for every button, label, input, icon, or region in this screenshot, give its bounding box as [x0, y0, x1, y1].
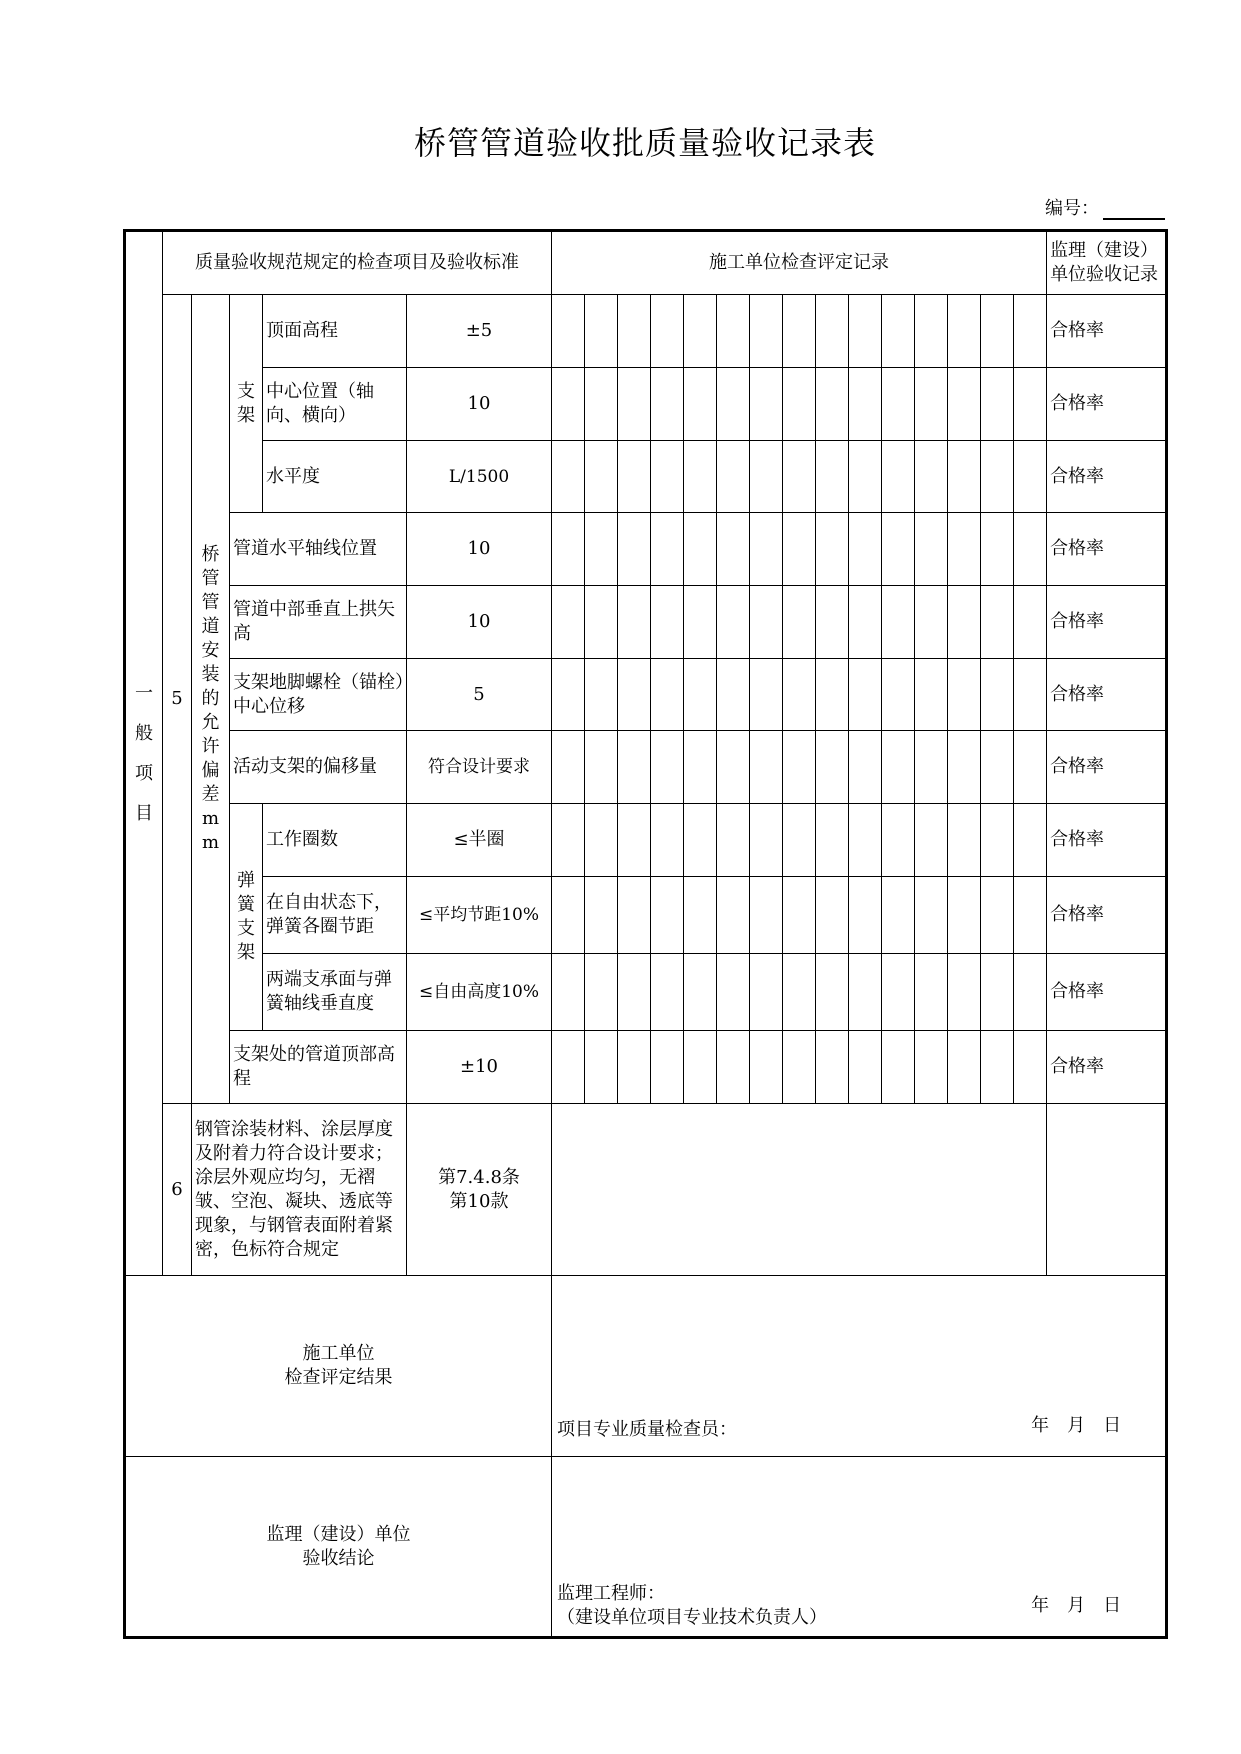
supervision-conclusion-label-line: 验收结论	[302, 1547, 375, 1569]
check-cell[interactable]	[1014, 586, 1047, 659]
check-cell[interactable]	[948, 368, 981, 441]
check-cell[interactable]	[585, 513, 618, 586]
check-cell[interactable]	[585, 804, 618, 877]
check-cell[interactable]	[948, 1031, 981, 1104]
year-label: 年	[1031, 1595, 1050, 1616]
pass-rate-cell: 合格率	[1047, 877, 1167, 954]
check-cell[interactable]	[816, 804, 849, 877]
check-item-standard: ±5	[407, 295, 552, 368]
year-label: 年	[1031, 1415, 1050, 1436]
check-cell[interactable]	[552, 441, 585, 513]
check-item-name: 工作圈数	[263, 804, 407, 877]
check-cell[interactable]	[684, 586, 717, 659]
check-cell[interactable]	[651, 659, 684, 731]
check-cell[interactable]	[585, 368, 618, 441]
check-cell[interactable]	[849, 804, 882, 877]
pass-rate-cell: 合格率	[1047, 513, 1167, 586]
check-item-name: 两端支承面与弹簧轴线垂直度	[263, 954, 407, 1031]
check-cell[interactable]	[816, 1031, 849, 1104]
construction-result-label	[125, 1276, 552, 1457]
check-cell[interactable]	[1014, 441, 1047, 513]
item6-standard-paragraph: 第10款	[449, 1190, 509, 1212]
check-cell[interactable]	[618, 295, 651, 368]
check-cell[interactable]	[750, 513, 783, 586]
category-cell	[125, 231, 163, 1276]
pass-rate-cell: 合格率	[1047, 295, 1167, 368]
spring-support-group-label: 弹簧支架	[237, 870, 255, 963]
supervision-conclusion-label-line: 监理（建设）单位	[266, 1523, 411, 1545]
check-cell[interactable]	[948, 441, 981, 513]
check-cell[interactable]	[849, 295, 882, 368]
check-cell[interactable]	[651, 441, 684, 513]
check-cell[interactable]	[1014, 295, 1047, 368]
check-cell[interactable]	[783, 731, 816, 804]
pass-rate-cell: 合格率	[1047, 659, 1167, 731]
check-cell[interactable]	[915, 804, 948, 877]
check-cell[interactable]	[750, 954, 783, 1031]
check-cell[interactable]	[915, 513, 948, 586]
check-cell[interactable]	[882, 659, 915, 731]
pass-rate-cell: 合格率	[1047, 954, 1167, 1031]
check-cell[interactable]	[816, 295, 849, 368]
check-cell[interactable]	[849, 659, 882, 731]
check-cell[interactable]	[717, 731, 750, 804]
month-label: 月	[1067, 1595, 1086, 1616]
check-cell[interactable]	[651, 731, 684, 804]
check-item-standard: 5	[407, 659, 552, 731]
check-cell[interactable]	[651, 877, 684, 954]
table-row-item6	[125, 1104, 1167, 1276]
pass-rate-cell: 合格率	[1047, 441, 1167, 513]
check-cell[interactable]	[981, 513, 1014, 586]
check-cell[interactable]	[981, 295, 1014, 368]
table-row	[125, 731, 1167, 804]
check-cell[interactable]	[750, 659, 783, 731]
supervision-conclusion-sign-area[interactable]	[552, 1457, 1167, 1638]
table-row	[125, 804, 1167, 877]
check-cell[interactable]	[1014, 513, 1047, 586]
serial-number-field[interactable]	[1103, 200, 1165, 220]
check-cell[interactable]	[585, 1031, 618, 1104]
construction-result-row	[125, 1276, 1167, 1457]
item6-description: 钢管涂装材料、涂层厚度及附着力符合设计要求；涂层外观应均匀，无褶皱、空泡、凝块、透底等现象，与钢管表面附着紧密，色标符合规定	[192, 1104, 407, 1276]
check-cell[interactable]	[849, 1031, 882, 1104]
check-cell[interactable]	[585, 731, 618, 804]
check-item-standard: ≤半圈	[407, 804, 552, 877]
check-cell[interactable]	[882, 441, 915, 513]
check-item-standard: ≤自由高度10%	[407, 954, 552, 1031]
check-cell[interactable]	[651, 513, 684, 586]
page-title: 桥管管道验收批质量验收记录表	[413, 124, 876, 162]
check-cell[interactable]	[717, 1031, 750, 1104]
check-cell[interactable]	[552, 513, 585, 586]
check-cell[interactable]	[750, 804, 783, 877]
table-row	[125, 441, 1167, 513]
check-cell[interactable]	[717, 586, 750, 659]
check-cell[interactable]	[552, 954, 585, 1031]
check-cell[interactable]	[948, 295, 981, 368]
check-cell[interactable]	[948, 586, 981, 659]
support-group	[230, 295, 263, 513]
check-cell[interactable]	[684, 731, 717, 804]
pass-rate-cell: 合格率	[1047, 1031, 1167, 1104]
check-item-standard: ≤平均节距10%	[407, 877, 552, 954]
item6-standard-clause: 第7.4.8条	[438, 1166, 520, 1188]
check-cell[interactable]	[618, 1031, 651, 1104]
check-cell[interactable]	[684, 1031, 717, 1104]
serial-label: 编号：	[1045, 198, 1099, 219]
check-item-name: 顶面高程	[263, 295, 407, 368]
table-row	[125, 295, 1167, 368]
check-cell[interactable]	[882, 804, 915, 877]
check-cell[interactable]	[849, 368, 882, 441]
check-cell[interactable]	[684, 804, 717, 877]
pass-rate-cell: 合格率	[1047, 804, 1167, 877]
check-cell[interactable]	[618, 804, 651, 877]
check-cell[interactable]	[618, 368, 651, 441]
check-cell[interactable]	[717, 954, 750, 1031]
day-label: 日	[1103, 1415, 1122, 1436]
supervision-conclusion-label	[125, 1457, 552, 1638]
check-cell[interactable]	[684, 368, 717, 441]
supervision-conclusion-row	[125, 1457, 1167, 1638]
table-row	[125, 586, 1167, 659]
item6-construction-record[interactable]	[552, 1104, 1047, 1276]
table-row	[125, 368, 1167, 441]
check-cell[interactable]	[552, 295, 585, 368]
check-cell[interactable]	[750, 368, 783, 441]
category-label: 一般项目	[135, 682, 153, 824]
month-label: 月	[1067, 1415, 1086, 1436]
check-cell[interactable]	[552, 1031, 585, 1104]
check-cell[interactable]	[849, 877, 882, 954]
table-row	[125, 659, 1167, 731]
day-label: 日	[1103, 1595, 1122, 1616]
check-cell[interactable]	[849, 954, 882, 1031]
check-cell[interactable]	[849, 513, 882, 586]
check-cell[interactable]	[684, 877, 717, 954]
serial-number	[1045, 194, 1165, 220]
check-cell[interactable]	[717, 659, 750, 731]
check-cell[interactable]	[915, 441, 948, 513]
check-cell[interactable]	[816, 659, 849, 731]
check-item-name: 活动支架的偏移量	[230, 731, 407, 804]
check-cell[interactable]	[618, 954, 651, 1031]
check-cell[interactable]	[585, 441, 618, 513]
check-cell[interactable]	[981, 877, 1014, 954]
check-item-standard: L/1500	[407, 441, 552, 513]
support-group-label: 支架	[237, 380, 255, 426]
check-item-standard: 10	[407, 586, 552, 659]
check-cell[interactable]	[717, 368, 750, 441]
check-cell[interactable]	[585, 586, 618, 659]
table-row	[125, 1031, 1167, 1104]
check-cell[interactable]	[783, 441, 816, 513]
check-cell[interactable]	[1014, 804, 1047, 877]
check-cell[interactable]	[552, 804, 585, 877]
check-item-name: 水平度	[263, 441, 407, 513]
spring-support-group	[230, 804, 263, 1031]
check-cell[interactable]	[882, 513, 915, 586]
check-cell[interactable]	[1014, 954, 1047, 1031]
check-cell[interactable]	[618, 877, 651, 954]
check-cell[interactable]	[981, 804, 1014, 877]
check-cell[interactable]	[882, 877, 915, 954]
check-cell[interactable]	[651, 368, 684, 441]
check-cell[interactable]	[717, 877, 750, 954]
check-cell[interactable]	[948, 954, 981, 1031]
construction-result-signer-line: 项目专业质量检查员：	[557, 1419, 737, 1440]
check-item-name: 中心位置（轴向、横向）	[263, 368, 407, 441]
check-cell[interactable]	[915, 954, 948, 1031]
check-cell[interactable]	[585, 877, 618, 954]
check-cell[interactable]	[717, 295, 750, 368]
supervision-conclusion-date	[1013, 1594, 1121, 1618]
check-cell[interactable]	[585, 659, 618, 731]
check-item-name: 管道水平轴线位置	[230, 513, 407, 586]
supervision-conclusion-signer-line: 监理工程师：	[557, 1583, 665, 1604]
check-cell[interactable]	[552, 586, 585, 659]
check-item-standard: 10	[407, 368, 552, 441]
check-cell[interactable]	[882, 1031, 915, 1104]
check-item-name: 在自由状态下，弹簧各圈节距	[263, 877, 407, 954]
check-cell[interactable]	[948, 513, 981, 586]
check-cell[interactable]	[1014, 368, 1047, 441]
supervision-conclusion-signer	[557, 1582, 827, 1630]
check-cell[interactable]	[651, 295, 684, 368]
construction-result-signer	[557, 1418, 737, 1442]
check-item-name: 管道中部垂直上拱矢高	[230, 586, 407, 659]
construction-result-label-line: 施工单位	[302, 1343, 375, 1364]
check-cell[interactable]	[684, 659, 717, 731]
header-supervision-record: 监理（建设）单位验收记录	[1047, 231, 1167, 295]
check-cell[interactable]	[618, 586, 651, 659]
check-cell[interactable]	[783, 295, 816, 368]
check-cell[interactable]	[915, 877, 948, 954]
check-cell[interactable]	[552, 659, 585, 731]
check-cell[interactable]	[849, 586, 882, 659]
check-item-standard: 10	[407, 513, 552, 586]
item6-supervision-record[interactable]	[1047, 1104, 1167, 1276]
table-row	[125, 954, 1167, 1031]
check-cell[interactable]	[882, 295, 915, 368]
check-cell[interactable]	[651, 804, 684, 877]
table-row	[125, 877, 1167, 954]
check-cell[interactable]	[849, 441, 882, 513]
pass-rate-cell: 合格率	[1047, 368, 1167, 441]
check-cell[interactable]	[618, 513, 651, 586]
check-cell[interactable]	[981, 586, 1014, 659]
check-cell[interactable]	[882, 954, 915, 1031]
check-cell[interactable]	[1014, 877, 1047, 954]
check-cell[interactable]	[1014, 659, 1047, 731]
header-standard: 质量验收规范规定的检查项目及验收标准	[163, 231, 552, 295]
check-cell[interactable]	[717, 804, 750, 877]
check-cell[interactable]	[783, 659, 816, 731]
check-cell[interactable]	[717, 513, 750, 586]
check-cell[interactable]	[783, 877, 816, 954]
check-cell[interactable]	[816, 731, 849, 804]
check-cell[interactable]	[684, 954, 717, 1031]
check-cell[interactable]	[948, 731, 981, 804]
check-cell[interactable]	[750, 731, 783, 804]
check-item-standard: ±10	[407, 1031, 552, 1104]
check-cell[interactable]	[849, 731, 882, 804]
acceptance-record-table	[123, 229, 1168, 1639]
construction-result-date	[1013, 1414, 1121, 1438]
pass-rate-cell: 合格率	[1047, 586, 1167, 659]
check-cell[interactable]	[981, 1031, 1014, 1104]
check-cell[interactable]	[717, 441, 750, 513]
supervision-conclusion-signer-line: （建设单位项目专业技术负责人）	[557, 1607, 827, 1628]
check-cell[interactable]	[618, 659, 651, 731]
pass-rate-cell: 合格率	[1047, 731, 1167, 804]
item-group	[192, 295, 230, 1104]
construction-result-sign-area[interactable]	[552, 1276, 1167, 1457]
check-cell[interactable]	[750, 295, 783, 368]
check-cell[interactable]	[750, 441, 783, 513]
header-construction-record: 施工单位检查评定记录	[552, 231, 1047, 295]
construction-result-label-line: 检查评定结果	[284, 1367, 393, 1388]
check-cell[interactable]	[783, 804, 816, 877]
check-cell[interactable]	[948, 804, 981, 877]
check-cell[interactable]	[915, 368, 948, 441]
check-cell[interactable]	[783, 368, 816, 441]
check-cell[interactable]	[618, 731, 651, 804]
check-item-name: 支架处的管道顶部高程	[230, 1031, 407, 1104]
check-cell[interactable]	[981, 441, 1014, 513]
check-cell[interactable]	[585, 954, 618, 1031]
check-cell[interactable]	[783, 954, 816, 1031]
check-cell[interactable]	[783, 1031, 816, 1104]
check-cell[interactable]	[915, 1031, 948, 1104]
check-cell[interactable]	[915, 731, 948, 804]
header-row	[125, 231, 1167, 295]
check-cell[interactable]	[783, 513, 816, 586]
check-cell[interactable]	[618, 441, 651, 513]
check-cell[interactable]	[981, 954, 1014, 1031]
check-cell[interactable]	[816, 954, 849, 1031]
check-cell[interactable]	[552, 731, 585, 804]
check-cell[interactable]	[783, 586, 816, 659]
item-number: 5	[163, 295, 192, 1104]
check-cell[interactable]	[552, 368, 585, 441]
check-cell[interactable]	[585, 295, 618, 368]
item-group-label: 桥管管道安装的允许偏差mm	[201, 544, 220, 853]
check-cell[interactable]	[981, 731, 1014, 804]
check-cell[interactable]	[915, 586, 948, 659]
check-cell[interactable]	[552, 877, 585, 954]
check-cell[interactable]	[684, 441, 717, 513]
check-cell[interactable]	[915, 659, 948, 731]
check-cell[interactable]	[948, 659, 981, 731]
check-cell[interactable]	[816, 877, 849, 954]
check-cell[interactable]	[882, 586, 915, 659]
check-cell[interactable]	[651, 586, 684, 659]
check-cell[interactable]	[981, 368, 1014, 441]
check-cell[interactable]	[1014, 1031, 1047, 1104]
check-item-standard: 符合设计要求	[407, 731, 552, 804]
check-item-name: 支架地脚螺栓（锚栓）中心位移	[230, 659, 407, 731]
check-cell[interactable]	[816, 513, 849, 586]
table-row	[125, 513, 1167, 586]
item6-number: 6	[163, 1104, 192, 1276]
check-cell[interactable]	[750, 1031, 783, 1104]
check-cell[interactable]	[816, 441, 849, 513]
check-cell[interactable]	[948, 877, 981, 954]
check-cell[interactable]	[882, 731, 915, 804]
check-cell[interactable]	[750, 586, 783, 659]
check-cell[interactable]	[816, 368, 849, 441]
check-cell[interactable]	[816, 586, 849, 659]
item6-standard	[407, 1104, 552, 1276]
check-cell[interactable]	[750, 877, 783, 954]
check-cell[interactable]	[915, 295, 948, 368]
check-cell[interactable]	[651, 1031, 684, 1104]
check-cell[interactable]	[684, 295, 717, 368]
check-cell[interactable]	[981, 659, 1014, 731]
check-cell[interactable]	[684, 513, 717, 586]
check-cell[interactable]	[1014, 731, 1047, 804]
check-cell[interactable]	[651, 954, 684, 1031]
check-cell[interactable]	[882, 368, 915, 441]
